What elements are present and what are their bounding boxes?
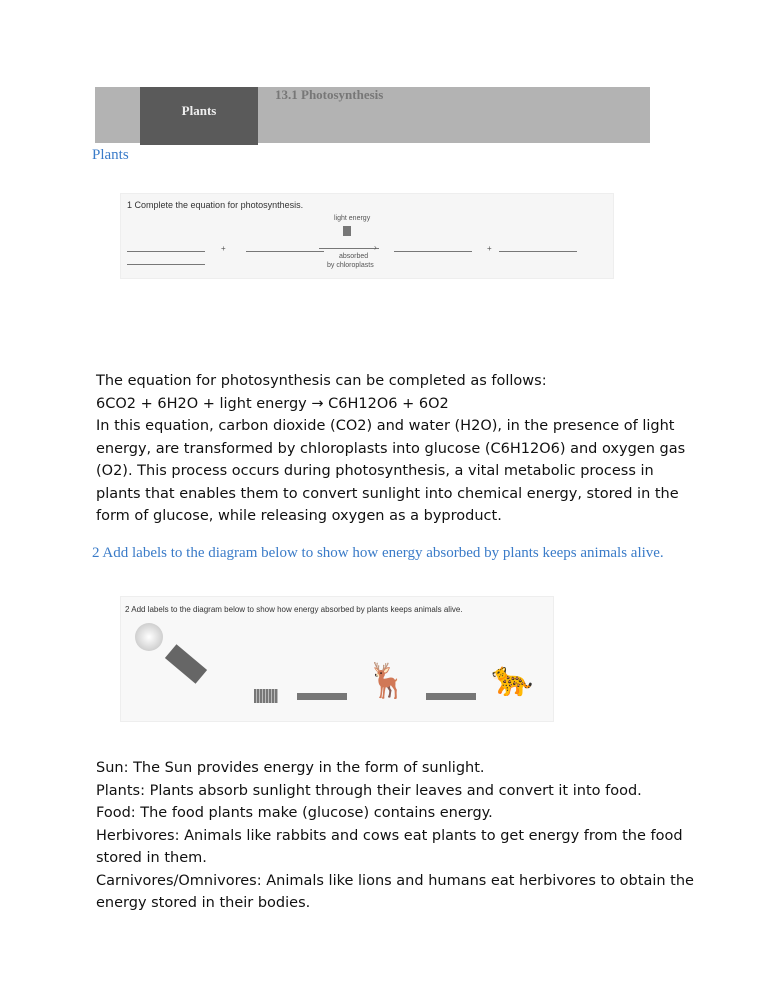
answer-plants: Plants: Plants absorb sunlight through their leaves and convert it into food. [96, 782, 642, 799]
answer-food: Food: The food plants make (glucose) contains energy. [96, 805, 493, 821]
heading-plants: Plants [92, 147, 129, 163]
chloroplasts-label: by chloroplasts [327, 262, 374, 269]
answer-1-line: The equation for photosynthesis can be completed as follows: [96, 373, 547, 389]
chapter-tab: Plants [140, 87, 258, 145]
absorbed-label: absorbed [339, 253, 369, 260]
antelope-icon: 🦌 [366, 662, 409, 700]
heading-question-2: 2 Add labels to the diagram below to show how energy absorbed by plants keeps animals alive. [92, 545, 664, 561]
q2-prompt: 2 Add labels to the diagram below to show how energy absorbed by plants keeps animals alive. [125, 605, 463, 614]
predator-icon: 🐆 [491, 660, 534, 698]
equation-line: 6CO2 + 6H2O + light energy → C6H12O6 + 6O2 [96, 395, 449, 412]
chapter-banner [95, 87, 650, 143]
plus-sign: + [487, 244, 492, 253]
answer-1-explanation: In this equation, carbon dioxide (CO2) and water (H2O), in the presence of light energy, are transformed by chloroplasts into glucose (C6H12O6) and oxygen gas (O2). This process occurs during photosynthesis, a vital metabolic process in plants that enables them to convert sunlight into chemical energy, stored in the form of glucose, while releasing oxygen as a byproduct. [96, 418, 686, 524]
answer-sun: Sun: The Sun provides energy in the form of sunlight. [96, 760, 485, 776]
section-title: 13.1 Photosynthesis [275, 87, 384, 102]
answer-carnivores: Carnivores/Omnivores: Animals like lions and humans eat herbivores to obtain the energy stored in their bodies. [96, 872, 694, 911]
equation-worksheet-image [120, 193, 614, 279]
grass-icon [254, 689, 278, 703]
sunlight-arrow-icon [165, 644, 207, 684]
answer-2 [96, 757, 696, 915]
energy-chain-image [120, 596, 554, 722]
arrow-icon [426, 693, 476, 700]
answer-1 [96, 370, 696, 528]
reaction-arrow [319, 248, 379, 249]
answer-herbivores: Herbivores: Animals like rabbits and cows eat plants to get energy from the food stored in them. [96, 827, 683, 866]
light-energy-label: light energy [334, 215, 371, 222]
sun-icon [135, 623, 163, 651]
plus-sign: + [221, 244, 226, 253]
down-arrow-icon [343, 226, 351, 236]
arrow-icon [297, 693, 347, 700]
arrow-head-icon: › [374, 243, 377, 252]
q1-prompt: 1 Complete the equation for photosynthesis. [127, 200, 304, 210]
